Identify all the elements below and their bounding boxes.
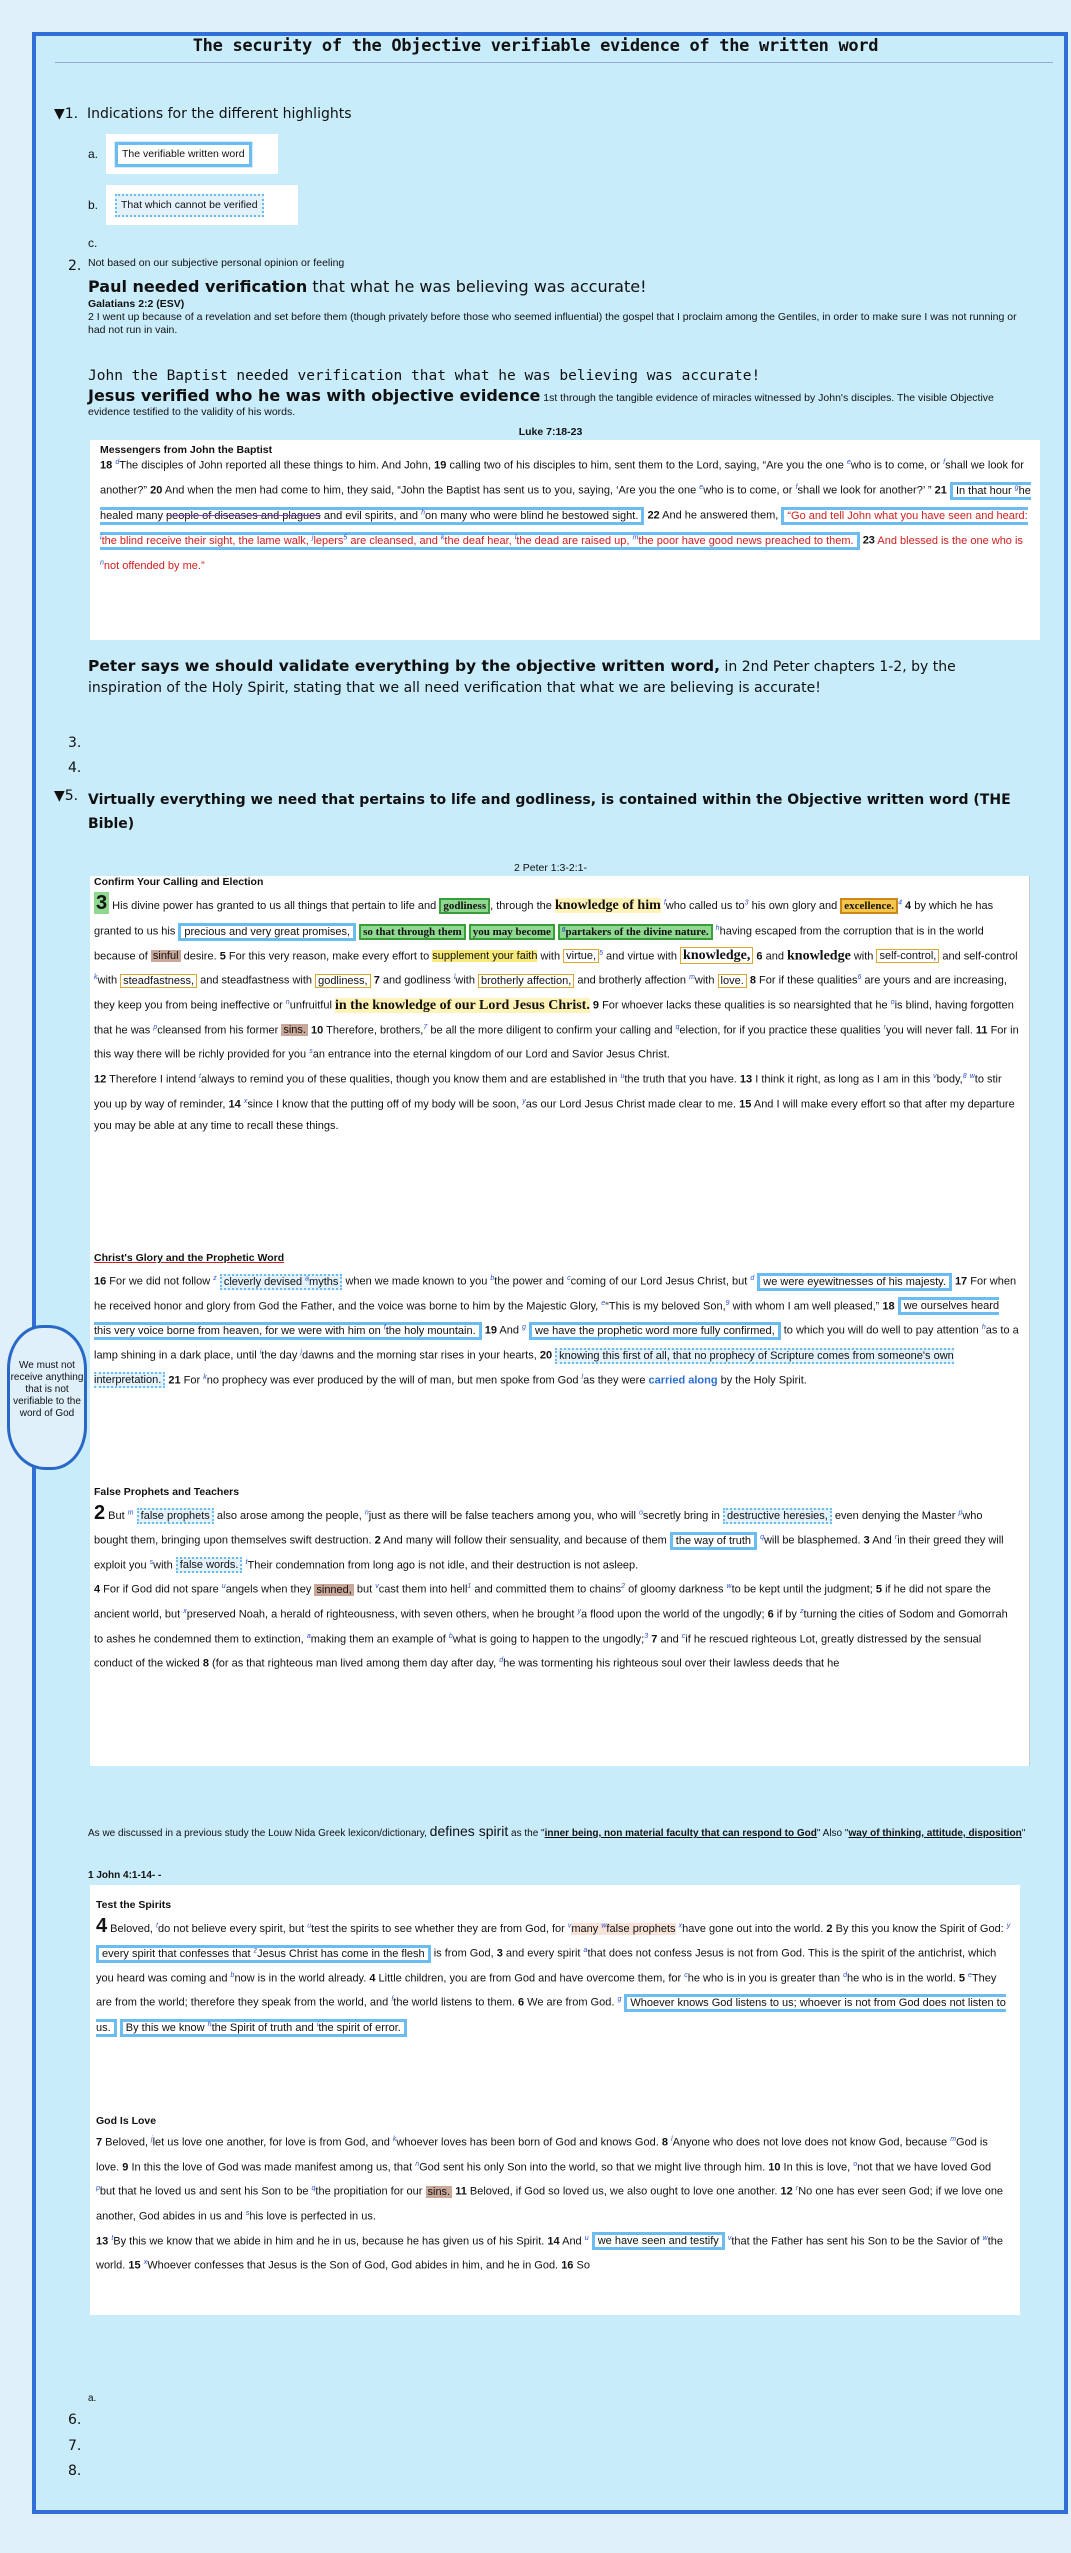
outline-marker-8: 8. [68, 2463, 82, 2479]
paul-rest: that what he was believing was accurate! [307, 277, 647, 296]
galatians-text: 2 I went up because of a revelation and set before them (though privately before those who seemed influential) the gospel that I proclaim among the Gentiles, in order to make sure I was not running or had not run in vain. [88, 311, 1017, 336]
outline-marker-2: 2. [68, 258, 82, 274]
peter-bold: Peter says we should validate everything by the objective written word, [88, 657, 721, 675]
spirit-intro: As we discussed in a previous study the Louw Nida Greek lexicon/dictionary, defines spirit as the "inner being, non material faculty that can respond to God" Also "way of thinking, attitude, disposition" [88, 1823, 1026, 1839]
test-heading: Test the Spirits [96, 1899, 172, 1911]
page-title: The security of the Objective verifiable evidence of the written word [192, 36, 879, 56]
item2-line1: Not based on our subjective personal opinion or feeling [88, 257, 345, 269]
legend-b-panel [106, 185, 298, 225]
glory-heading: Christ's Glory and the Prophetic Word [94, 1252, 285, 1264]
marker-b: b. [88, 198, 99, 212]
outline-marker-7: 7. [68, 2438, 82, 2454]
legend-a-panel [106, 134, 278, 174]
spirit-big: defines spirit [429, 1823, 509, 1839]
love-heading: God Is Love [96, 2115, 157, 2127]
confirm-heading: Confirm Your Calling and Election [94, 876, 264, 888]
paul-bold: Paul needed verification [88, 277, 308, 296]
marker-c: c. [88, 236, 98, 250]
item5-heading: Virtually everything we need that pertains to life and godliness, is contained within the Objective written word (THE Bible) [88, 792, 1011, 832]
luke-ref: Luke 7:18-23 [518, 426, 583, 438]
outline-marker-6: 6. [68, 2412, 82, 2428]
title-divider [55, 62, 1053, 63]
peter-rest: in 2nd Peter chapters 1-2, by the inspiration of the Holy Spirit, stating that we all need verification that what we are believing is accurate! [88, 659, 956, 696]
item1-heading: Indications for the different highlights [87, 106, 352, 122]
legend-verifiable: The verifiable written word [115, 142, 252, 167]
peter-ref: 2 Peter 1:3-2:1- [514, 862, 587, 874]
cloud-callout: We must not receive anything that is not verifiable to the word of God [7, 1325, 87, 1470]
luke-heading: Messengers from John the Baptist [100, 444, 273, 456]
legend-unverifiable: That which cannot be verified [115, 194, 264, 217]
galatians-ref: Galatians 2:2 (ESV) [88, 298, 185, 310]
outline-marker-3: 3. [68, 735, 82, 751]
tail-a: a. [88, 2393, 97, 2404]
marker-a: a. [88, 147, 99, 161]
luke-passage-panel: Messengers from John the Baptist 18 $^d$The disciples of John reported all these things to him. And John, 19 calling two of his disciples to him, sent them to the Lord, saying, “Are you the one $^e$who is to come, or $^f$shall we look for another?” 20 And when the men had come to him, they said, “John the Baptist has sent us to you, saying, ‘Are you the one $^e$who is to come, or $^f$shall we look for another?’ ” 21 In that hour $^g$he healed many people of diseases and plagues and evil spirits, and $^h$on many who were blind he bestowed sight. 22 And he answered them, “Go and tell John what you have seen and heard: $^i$the blind receive their sight, the lame walk, $^j$lepers$^5$ are cleansed, and $^k$the deaf hear, $^l$the dead are raised up, $^m$the poor have good news preached to them. 23 And blessed is the one who is $^n$not offended by me.” [90, 440, 1040, 640]
john-line: John the Baptist needed verification that what he was believing was accurate! [88, 368, 761, 384]
jesus-rest: 1st through the tangible evidence of miracles witnessed by John's disciples. The visible Objective evidence testified to the validity of his words. [88, 392, 994, 418]
jesus-bold: Jesus verified who he was with objective evidence [88, 386, 541, 405]
outline-marker-4: 4. [68, 760, 82, 776]
outline-marker-1[interactable]: ▼1. [54, 106, 79, 122]
john-passage-panel: Test the Spirits 4 Beloved, $^t$do not believe every spirit, but $^u$test the spirits to see whether they are from God, for $^v$many $^w$false prophets $^x$have gone out into the world. 2 By this you know the Spirit of God: $^y$ every spirit that confesses that $^z$Jesus Christ has come in the flesh is from God, 3 and every spirit $^a$that does not confess Jesus is not from God. This is the spirit of the antichrist, which you heard was coming and $^b$now is in the world already. 4 Little children, you are from God and have overcome them, for $^c$he who is in you is greater than $^d$he who is in the world. 5 $^e$They are from the world; therefore they speak from the world, and $^f$the world listens to them. 6 We are from God. $^g$ Whoever knows God listens to us; whoever is not from God does not listen to us. By this we know $^h$the Spirit of truth and $^i$the spirit of error. God Is Love 7 Beloved, $^j$let us love one another, for love is from God, and $^k$whoever loves has been born of God and knows God. 8 $^l$Anyone who does not love does not know God, because $^m$God is love. 9 In this the love of God was made manifest among us, that $^n$God sent his only Son into the world, so that we might live through him. 10 In this is love, $^o$not that we have loved God $^p$but that he loved us and sent his Son to be $^q$the propitiation for our sins. 11 Beloved, if God so loved us, we also ought to love one another. 12 $^r$No one has ever seen God; if we love one another, God abides in us and $^s$his love is perfected in us. 13 $^t$By this we know that we abide in him and he in us, because he has given us of his Spirit. 14 And $^u$ we have seen and testify $^v$that the Father has sent his Son to be the Savior of $^w$the world. 15 $^x$Whoever confesses that Jesus is the Son of God, God abides in him, and he in God. 16 So [90, 1885, 1020, 2315]
spirit-also-def: way of thinking, attitude, disposition [848, 1828, 1022, 1839]
peter-passage-panel: Confirm Your Calling and Election 3 His divine power has granted to us all things that pertain to life and godliness , through the knowledge of him $^f$who called us $to^3$ his own glory and excellence. $^4$ 4 by which he has granted to us his precious and very great promises, so that through them you may become $^g$partakers of the divine nature. $^h$having escaped from the corruption that is in the world because of sinful desire. 5 For this very reason, make every effort to supplement your faith with virtue, $^5$ and virtue with knowledge, 6 and knowledge with self-control, and self-control $^k$with steadfastness, and steadfastness with godliness, 7 and godliness $^l$with brotherly affection, and brotherly affection $^m$with love. 8 For if these qualities$^6$ are yours and are increasing, they keep you from being ineffective or $^n$unfruitful in the knowledge of our Lord Jesus Christ. 9 For whoever lacks these qualities is so nearsighted that he $^o$is blind, having forgotten that he was $^p$cleansed from his former sins. 10 Therefore, brothers,$^7$ be all the more diligent to confirm your calling and $^q$election, for if you practice these qualities $^r$you will never fall. 11 For in this way there will be richly provided for you $^s$an entrance into the eternal kingdom of our Lord and Savior Jesus Christ. 12 Therefore I intend $^t$always to remind you of these qualities, though you know them and are established in $^u$the truth that you have. 13 I think it right, as long as I am in this $^v$body,$^8$ $^w$to stir you up by way of reminder, 14 $^x$since I know that the putting off of my body will be soon, $^y$as our Lord Jesus Christ made clear to me. 15 And I will make every effort so that after my departure you may be able at any time to recall these things. Christ's Glory and the Prophetic Word 16 For we did not follow $^z$ cleverly devised $^a$myths when we made known to you $^b$the power and $^c$coming of our Lord Jesus Christ, but $^d$ we were eyewitnesses of his majesty. 17 For when he received honor and glory from God the Father, and the voice was borne to him by the Majestic Glory, $^e$“This is my beloved Son,$^9$ with whom I am well pleased,” 18 we ourselves heard this very voice borne from heaven, for we were with him on $^f$the holy mountain. 19 And $^g$ we have the prophetic word more fully confirmed, to which you will do well to pay attention $^h$as to a lamp shining in a dark place, until $^i$the day $^j$dawns and the morning star rises in your hearts, 20 knowing this first of all, that no prophecy of Scripture comes from someone's own interpretation. 21 For $^k$no prophecy was ever produced by the will of man, but men spoke from God $^l$as they were carried along by the Holy Spirit. False Prophets and Teachers 2 But $^m$ false prophets also arose among the people, $^n$just as there will be false teachers among you, who will $^o$secretly bring in destructive heresies, even denying the Master $^p$who bought them, bringing upon themselves swift destruction. 2 And many will follow their sensuality, and because of them the way of truth $^q$will be blasphemed. 3 And $^r$in their greed they will exploit you $^s$with false words. $^t$Their condemnation from long ago is not idle, and their destruction is not asleep. 4 For if God did not spare $^u$angels when they sinned, but $^v$cast them into hell$^1$ and committed them to chains$^2$ of gloomy darkness $^w$to be kept until the judgment; 5 if he did not spare the ancient world, but $^x$preserved Noah, a herald of righteousness, with seven others, when he brought $^y$a flood upon the world of the ungodly; 6 if by $^z$turning the cities of Sodom and Gomorrah to ashes he condemned them to extinction, $^a$making them an example of $^b$what is going to happen to the ungodly;$^3$ 7 and $^c$if he rescued righteous Lot, greatly distressed by the sensual conduct of the wicked 8 (for as that righteous man lived among them day after day, $^d$he was tormenting his righteous soul over their lawless deeds that he [90, 876, 1030, 1766]
john-ref: 1 John 4:1-14- - [88, 1870, 162, 1881]
outline-marker-5[interactable]: ▼5. [54, 788, 79, 804]
false-heading: False Prophets and Teachers [94, 1486, 240, 1498]
spirit-def: inner being, non material faculty that can respond to God [544, 1828, 817, 1839]
